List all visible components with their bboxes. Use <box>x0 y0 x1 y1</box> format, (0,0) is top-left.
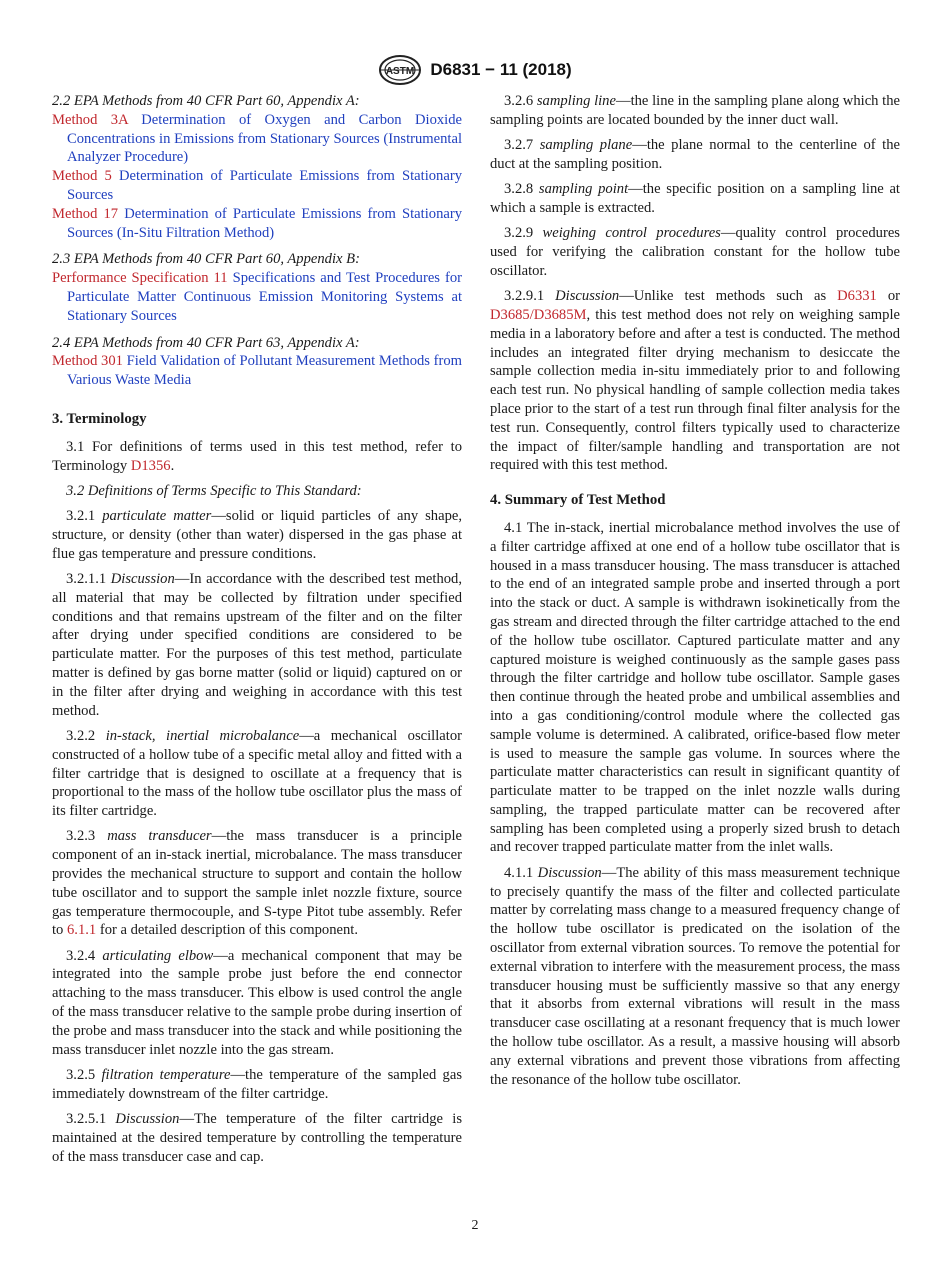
definition-weighing-control: 3.2.9 weighing control procedures—quality control procedures used for verifying the calibration constant for the hollow tube oscillator. <box>490 225 900 279</box>
definition-filtration-temperature: 3.2.5 filtration temperature—the temperature of the sampled gas immediately downstream of the filter cartridge. <box>52 1066 462 1102</box>
reference-title-link[interactable]: Determination of Oxygen and Carbon Dioxide Concentrations in Emissions from Stationary Sources (Instrumental Analyzer Procedure) <box>67 111 463 166</box>
section-2-4-heading: 2.4 EPA Methods from 40 CFR Part 63, Appendix A: <box>52 334 360 351</box>
reference-title-link[interactable]: Determination of Particulate Emissions from Stationary Sources (In-Situ Filtration Method) <box>67 205 462 241</box>
reference-method-301 <box>52 352 462 390</box>
reference-method-17 <box>52 205 462 243</box>
discussion-3-2-5-1: 3.2.5.1 Discussion—The temperature of the filter cartridge is maintained at the desired temperature by controlling the temperature of the mass transducer case and cap. <box>52 1111 462 1165</box>
reference-title-link[interactable]: Specifications and Test Procedures for Particulate Matter Continuous Emission Monitoring Systems at Stationary Sources <box>67 270 462 324</box>
reference-title-link[interactable]: Field Validation of Pollutant Measurement Methods from Various Waste Media <box>67 353 462 389</box>
paragraph-3-2: 3.2 Definitions of Terms Specific to This Standard: <box>66 482 362 499</box>
reference-ps11 <box>52 269 462 325</box>
astm-logo-icon <box>378 54 422 86</box>
reference-code[interactable]: Method 17 <box>52 205 119 222</box>
reference-code[interactable]: Method 301 <box>52 353 123 370</box>
document-id: D6831 − 11 (2018) <box>430 60 572 79</box>
definition-articulating-elbow: 3.2.4 articulating elbow—a mechanical component that may be integrated into the sample probe just before the end connector attaching to the mass transducer. This elbow is used control the angle of the mass transducer relative to the sample probe during insertion of the probe and mass transducer into the stack and while positioning the mass transducer inlet nozzle into the gas stream. <box>52 947 462 1058</box>
discussion-4-1-1: 4.1.1 Discussion—The ability of this mass measurement technique to precisely quantify the mass of the filter and collected particulate matter by correlating mass change to a measured frequency change of the hollow tube oscillator is predicated on the isolation of the oscillator from external vibration sources. To remove the potential for external vibration to interfere with the measurement process, the mass transducer housing must be sufficiently massive so that any energy that it absorbs from external vibrations will result in the mass transducer case oscillating at a resonant frequency that is much lower the hollow tube oscillator. As a result, a massive housing will absorb any external vibrations and prevent those vibrations from affecting the resonance of the hollow tube oscillator. <box>490 864 901 1088</box>
link-d1356[interactable]: D1356 <box>130 457 171 474</box>
definition-sampling-point: 3.2.8 sampling point—the specific position on a sampling line at which a sample is extracted. <box>490 181 900 216</box>
link-d6331[interactable]: D6331 <box>837 288 877 305</box>
reference-method-5 <box>52 167 462 205</box>
page-header <box>0 52 950 88</box>
paragraph-3-1: 3.1 For definitions of terms used in this test method, refer to Terminology D1356. <box>52 438 462 474</box>
left-column <box>52 92 462 1173</box>
reference-method-3a <box>52 111 462 167</box>
reference-code[interactable]: Method 3A <box>52 111 128 128</box>
right-column <box>490 92 900 1096</box>
link-d3685[interactable]: D3685/D3685M <box>490 306 587 323</box>
section-4-title: 4. Summary of Test Method <box>490 492 666 509</box>
definition-particulate-matter: 3.2.1 particulate matter—solid or liquid particles of any shape, structure, or density (other than water) dispersed in the gas phase at flue gas temperature and pressure conditions. <box>52 508 462 562</box>
definition-mass-transducer: 3.2.3 mass transducer—the mass transducer is a principle component of an in-stack inertial, microbalance. The mass transducer provides the mechanical structure to support and contain the hollow tube oscillator and to support the sample inlet nozzle fixture, source gas temperature thermocouple, and S-type Pitot tube assembly. Refer to 6.1.1 for a detailed description of this component. <box>52 828 463 939</box>
svg-text:ASTM: ASTM <box>386 66 415 77</box>
section-3-title: 3. Terminology <box>52 410 147 427</box>
reference-title-link[interactable]: Determination of Particulate Emissions from Stationary Sources <box>67 168 462 203</box>
link-6-1-1[interactable]: 6.1.1 <box>67 922 97 939</box>
paragraph-4-1: 4.1 The in-stack, inertial microbalance method involves the use of a filter cartridge affixed at one end of a hollow tube oscillator that is housed in a mass transducer housing. The mass transducer is attached to the end of an integrated sample probe and inserted through a port into the stack or duct. A sample is withdrawn isokinetically from the gas stream and directed through the filter cartridge attached to the end of the hollow tube oscillator. Captured particulate matter and any captured moisture is weighed continuously as the sample gases pass through the filter cartridge and hollow tube oscillator. Sample gases then continue through the heated probe and umbilical assemblies and into a gas conditioning/control module where the collected gas sample volume is determined. A calibrated, orifice-based flow meter is used to measure the sample gas volume. In sources where the particulate matter characteristics can result in significant quantity of particulate matter to be trapped on the inlet nozzle walls during sampling, the trapped particulate matter can be recovered after sampling has been completed using a properly sized brush to detach and recover trapped particulate matter from the inlet walls. <box>490 519 900 856</box>
section-2-2-heading: 2.2 EPA Methods from 40 CFR Part 60, Appendix A: <box>52 93 360 109</box>
reference-code[interactable]: Performance Specification 11 <box>52 270 228 287</box>
discussion-3-2-9-1: 3.2.9.1 Discussion—Unlike test methods such as D6331 or D3685/D3685M, this test method does not rely on weighing sample media in a laboratory before and after a test is conducted. The method includes an integrated filter drying mechanism to desiccate the sample collection media in-situ immediately prior to and following each test run. No physical handling of sample collection media takes place prior to the start of a test run through final filter analysis for the test run. Consequently, control filters typically used to characterize the impact of filter/sample handling and transportation are not required with this test method. <box>490 288 901 474</box>
section-2-3-heading: 2.3 EPA Methods from 40 CFR Part 60, Appendix B: <box>52 251 360 268</box>
page-number: 2 <box>471 1218 479 1233</box>
definition-inertial-microbalance: 3.2.2 in-stack, inertial microbalance—a mechanical oscillator constructed of a hollow tube of a specific metal alloy and fitted with a filter cartridge that is designed to oscillate at a frequency that is proportional to the mass of the hollow tube oscillator plus the mass of its filter cartridge. <box>52 727 462 820</box>
reference-code[interactable]: Method 5 <box>52 168 112 185</box>
definition-sampling-line: 3.2.6 sampling line—the line in the sampling plane along which the sampling points are located bounded by the inner duct wall. <box>490 93 900 128</box>
discussion-3-2-1-1: 3.2.1.1 Discussion—In accordance with the described test method, all material that may be collected by filtration under specified conditions and that remains upstream of the filter and on the filter after drying under specified conditions are considered to be particulate matter. For the purposes of this test method, particulate matter is defined by gas borne matter (solid or liquid) captured on or in the filter after drying and weighing in accordance with this test method. <box>52 571 463 719</box>
definition-sampling-plane: 3.2.7 sampling plane—the plane normal to the centerline of the duct at the sampling position. <box>490 137 900 172</box>
